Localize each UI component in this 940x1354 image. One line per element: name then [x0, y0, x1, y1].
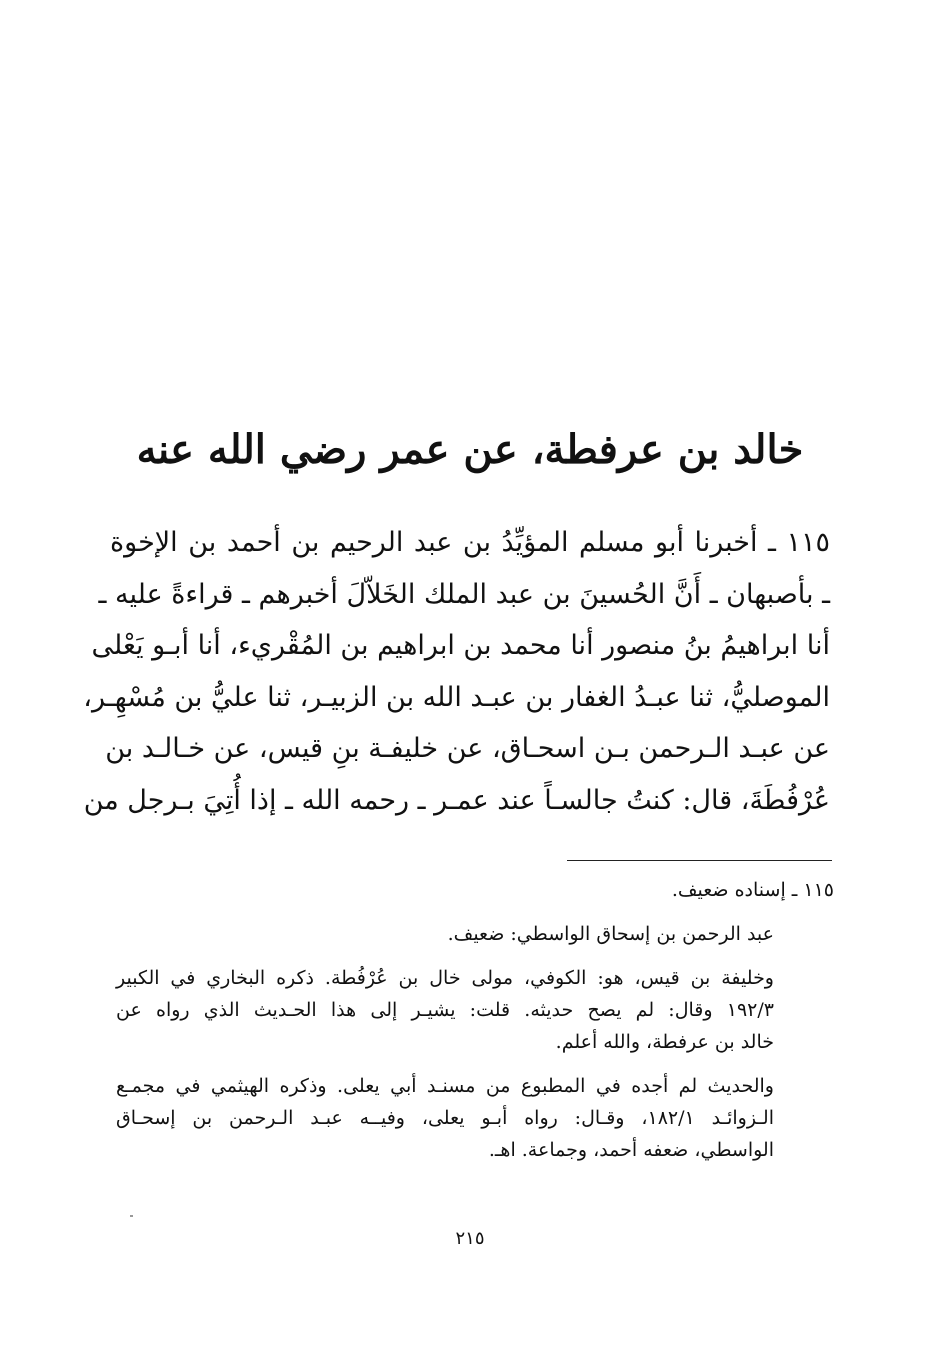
- footnote-narrator-1-line: عبد الرحمن بن إسحاق الواسطي: ضعيف.: [447, 923, 774, 945]
- footnote-narrator-2-line-1: وخليفة بن قيس، هو: الكوفي، مولى خال بن عُرْفُطة. ذكره البخاري في الكبير: [116, 967, 774, 989]
- footnote-source-line-3: الواسطي، ضعفه أحمد، وجماعة. اهـ.: [488, 1139, 774, 1161]
- footnote-115: [116, 874, 834, 906]
- hadith-text-line-6: عُرْفُطَةَ، قال: كنتُ جالسـاً عند عمـر ـ رحمه الله ـ إذا أُتِيَ بـرجل من: [83, 784, 830, 816]
- hadith-text: [83, 517, 830, 826]
- footnote-source: [116, 1070, 834, 1166]
- footnote-source-line-1: والحديث لم أجده في المطبوع من مسنـد أبي يعلى. وذكره الهيثمي في مجمـع: [116, 1075, 774, 1097]
- hadith-text-line-2: ـ بأصبهان ـ أَنَّ الحُسينَ بن عبد الملك الخَلاّلَ أخبرهم ـ قراءةً عليه ـ: [98, 578, 830, 610]
- footnote-narrator-2-line-3: خالد بن عرفطة، والله أعلم.: [555, 1031, 774, 1053]
- hadith-text-line-4: الموصليُّ، ثنا عبـدُ الغفار بن عبـد الله بن الزبيـر، ثنا عليُّ بن مُسْهِـر،: [83, 681, 830, 713]
- chapter-heading: خالد بن عرفطة، عن عمر رضي الله عنه: [136, 426, 804, 473]
- hadith-text-line-3: أنا ابراهيمُ بنُ منصور أنا محمد بن ابراهيم بن المُقْريء، أنا أبـو يَعْلى: [91, 630, 830, 661]
- hadith-text-line-5: عن عبـد الـرحمن بـن اسحـاق، عن خليفـة بنِ قيس، عن خـالـد بن: [105, 733, 830, 764]
- footnote-narrator-1: [116, 918, 834, 950]
- footnote-115-header: ١١٥ ـ إسناده ضعيف.: [671, 879, 834, 901]
- footnote-source-line-2: الـزوائـد ١٨٢/١، وقـال: رواه أبـو يعلى، وفيــه عبـد الـرحمن بن إسحـاق: [116, 1107, 774, 1129]
- hadith-text-line-1: ١١٥ ـ أخبرنا أبو مسلم المؤيِّدُ بن عبد الرحيم بن أحمد بن الإخوة: [110, 527, 830, 558]
- footnotes: [116, 874, 834, 1178]
- page-number: ٢١٥: [455, 1228, 485, 1249]
- footnote-narrator-2-line-2: ١٩٢/٣ وقال: لم يصح حديثه. قلت: يشيـر إلى هذا الحـديث الذي رواه عن: [116, 999, 774, 1021]
- footnote-separator: [567, 860, 832, 861]
- scan-speck: [130, 1215, 133, 1217]
- footnote-narrator-2: [116, 962, 834, 1058]
